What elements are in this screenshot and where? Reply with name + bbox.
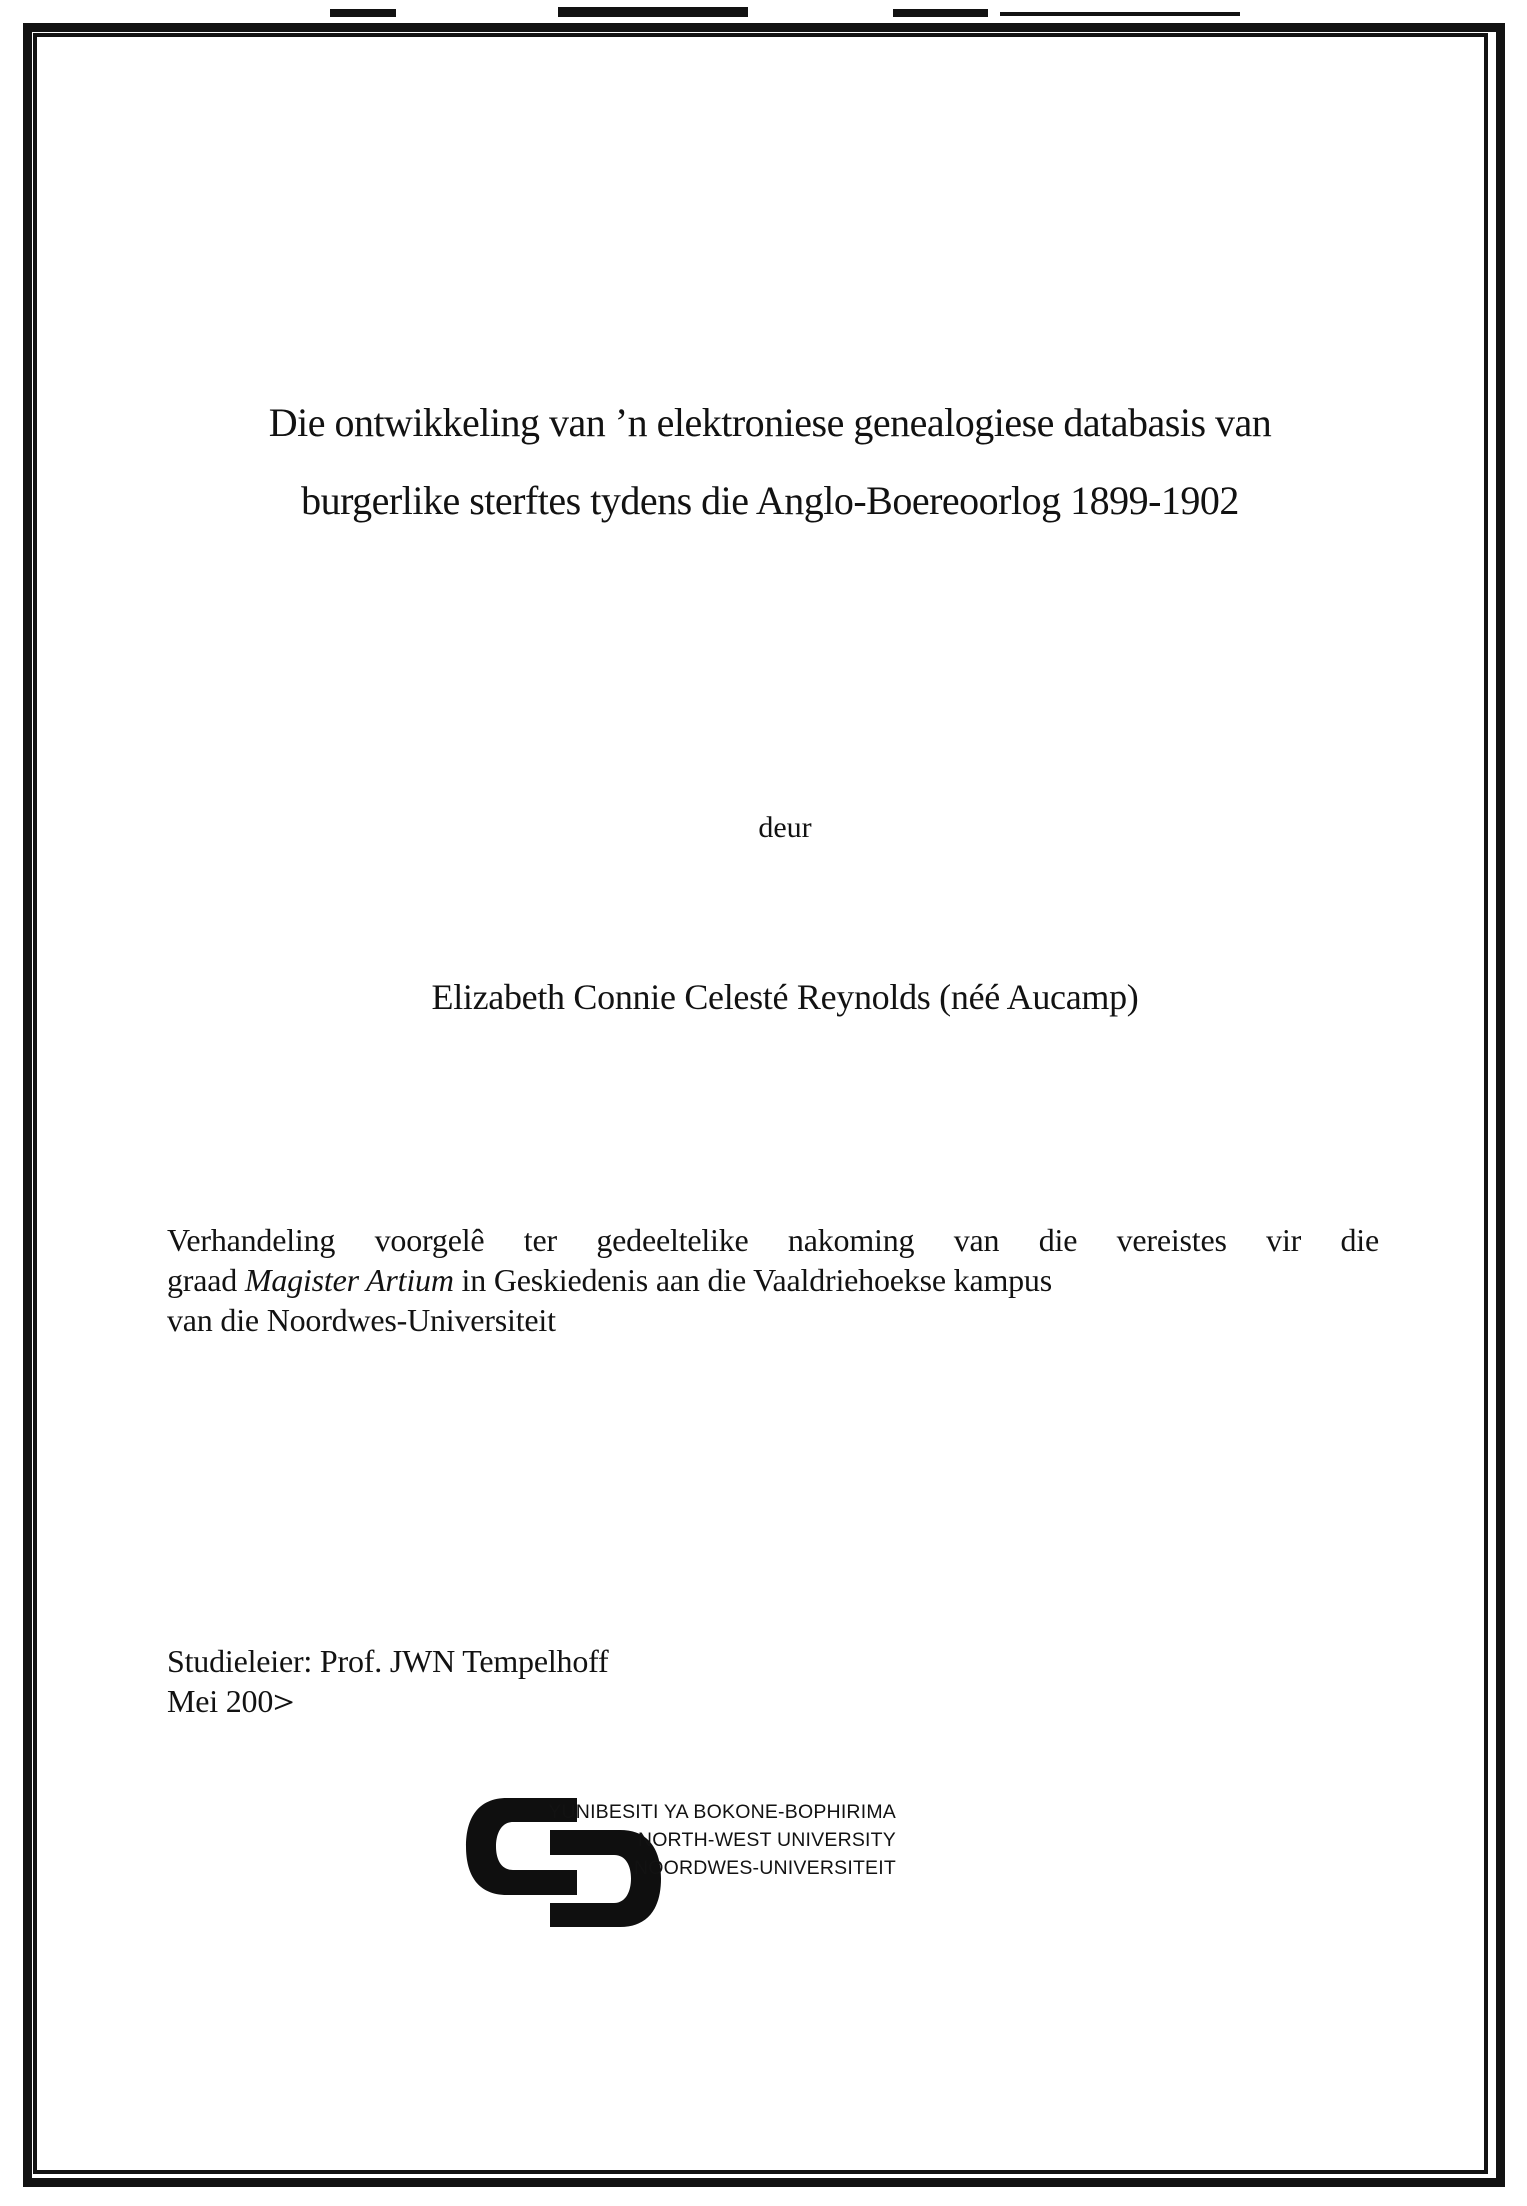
university-name-afrikaans: NOORDWES-UNIVERSITEIT [633,1857,896,1879]
statement-line-2-pre: graad [167,1262,245,1298]
statement-line-2-post: in Geskiedenis aan die Vaaldriehoekse kampus [453,1262,1052,1298]
university-name-setswana: YUNIBESITI YA BOKONE-BOPHIRIMA [548,1801,896,1823]
supervisor-block [167,1641,608,1721]
supervisor-line: Studieleier: Prof. JWN Tempelhoff [167,1643,609,1679]
statement-line-3: van die Noordwes-Universiteit [167,1302,556,1338]
university-name [538,1798,896,1882]
statement-line-1: Verhandeling voorgelê ter gedeeltelike nakoming van die vereistes vir die [167,1222,1379,1258]
scan-noise-mark [330,9,396,17]
scan-noise-mark [1000,12,1240,16]
title-line-2: burgerlike sterftes tydens die Anglo-Boereoorlog 1899-1902 [301,478,1239,523]
title-line-1: Die ontwikkeling van ’n elektroniese genealogiese databasis van [268,400,1272,445]
scan-noise-mark [558,7,748,17]
date-mark: > [273,1684,295,1720]
scan-noise-mark [893,9,988,17]
thesis-title [155,384,1385,540]
byline: deur [758,811,812,844]
degree-statement [167,1220,1379,1340]
date-text: Mei 200 [167,1683,274,1719]
degree-name-italic: Magister Artium [244,1262,454,1298]
date-line [167,1681,608,1721]
university-logo-block [465,1797,905,1937]
university-name-english: NORTH-WEST UNIVERSITY [637,1829,896,1851]
author-name: Elizabeth Connie Celesté Reynolds (néé Aucamp) [431,977,1139,1017]
statement-line-2 [167,1260,1379,1300]
